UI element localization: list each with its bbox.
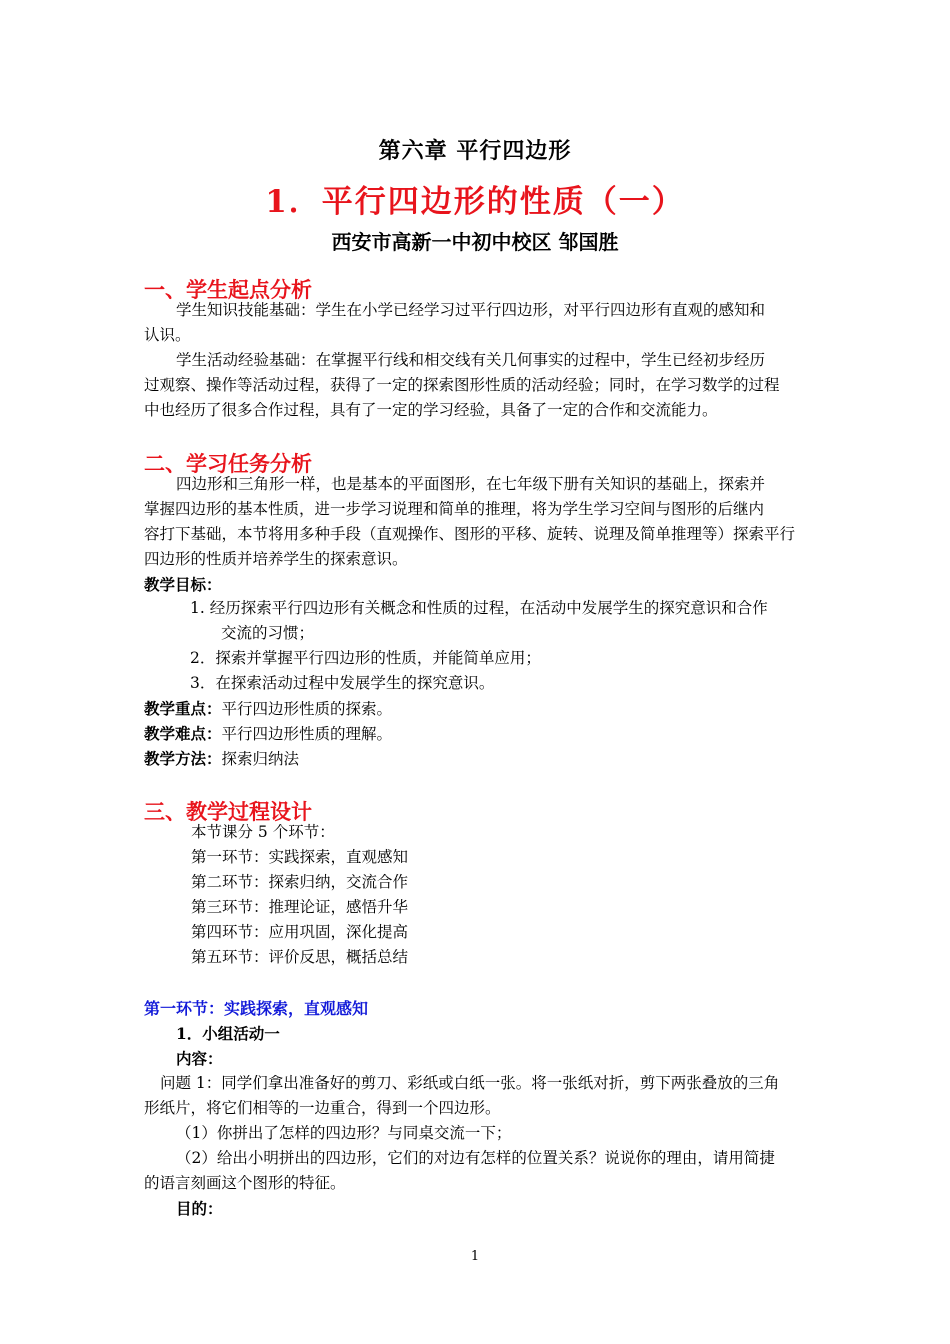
question-line: 问题 1：同学们拿出准备好的剪刀、彩纸或白纸一张。将一张纸对折，剪下两张叠放的三角 [160, 1074, 780, 1092]
difficulty-line [144, 721, 392, 747]
chapter-title: 第六章 平行四边形 [378, 138, 572, 164]
step-item: 第二环节：探索归纳，交流合作 [191, 873, 409, 891]
step-item: 第一环节：实践探索，直观感知 [191, 848, 409, 866]
paragraph-line: 容打下基础，本节将用多种手段（直观操作、图形的平移、旋转、说理及简单推理等）探索平行 [144, 525, 796, 543]
purpose-label: 目的： [176, 1199, 223, 1218]
step-item: 第三环节：推理论证，感悟升华 [191, 898, 409, 916]
content-label: 内容： [176, 1049, 223, 1068]
section-heading-1: 一、学生起点分析 [144, 277, 312, 302]
question-line: 形纸片，将它们相等的一边重合，得到一个四边形。 [144, 1099, 501, 1117]
lesson-title: 1．平行四边形的性质（一） [265, 184, 685, 220]
paragraph-line: 掌握四边形的基本性质，进一步学习说理和简单的推理，将为学生学习空间与图形的后继内 [144, 500, 765, 518]
key-point-text: 平行四边形性质的探索。 [221, 700, 393, 718]
page-number: 1 [470, 1249, 480, 1264]
paragraph-line: 学生知识技能基础：学生在小学已经学习过平行四边形，对平行四边形有直观的感知和 [176, 301, 766, 319]
paragraph-line: 四边形的性质并培养学生的探索意识。 [144, 550, 408, 568]
paragraph-line: 四边形和三角形一样，也是基本的平面图形，在七年级下册有关知识的基础上，探索并 [176, 475, 766, 493]
sub-question-1: （1）你拼出了怎样的四边形？与同桌交流一下； [176, 1124, 512, 1142]
method-label: 教学方法： [144, 749, 222, 768]
section-heading-3: 三、教学过程设计 [144, 799, 312, 824]
paragraph-line: 学生活动经验基础：在掌握平行线和相交线有关几何事实的过程中，学生已经初步经历 [176, 351, 766, 369]
paragraph-line: 认识。 [144, 326, 191, 344]
author-line: 西安市高新一中初中校区 邹国胜 [331, 230, 619, 254]
difficulty-text: 平行四边形性质的理解。 [221, 725, 393, 743]
step-item: 第五环节：评价反思，概括总结 [191, 948, 409, 966]
step-item: 第四环节：应用巩固，深化提高 [191, 923, 409, 941]
activity-title: 1．小组活动一 [176, 1024, 280, 1043]
teaching-goals-label: 教学目标： [144, 575, 222, 594]
goal-item-1-cont: 交流的习惯； [221, 624, 315, 642]
goal-item-3: 3．在探索活动过程中发展学生的探究意识。 [190, 674, 495, 692]
method-text: 探索归纳法 [221, 750, 300, 768]
key-point-line [144, 696, 392, 722]
method-line [144, 746, 299, 772]
goal-item-1: 1. 经历探索平行四边形有关概念和性质的过程，在活动中发展学生的探究意识和合作 [190, 599, 768, 617]
sub-question-2-cont: 的语言刻画这个图形的特征。 [144, 1174, 346, 1192]
part-heading: 第一环节：实践探索，直观感知 [144, 999, 369, 1018]
key-point-label: 教学重点： [144, 699, 222, 718]
sub-question-2: （2）给出小明拼出的四边形，它们的对边有怎样的位置关系？说说你的理由，请用简捷 [176, 1149, 775, 1167]
difficulty-label: 教学难点： [144, 724, 222, 743]
paragraph-line: 中也经历了很多合作过程，具有了一定的学习经验，具备了一定的合作和交流能力。 [144, 401, 718, 419]
section-heading-2: 二、学习任务分析 [144, 451, 312, 476]
steps-intro: 本节课分 5 个环节： [191, 823, 335, 841]
paragraph-line: 过观察、操作等活动过程，获得了一定的探索图形性质的活动经验；同时，在学习数学的过程 [144, 376, 780, 394]
goal-item-2: 2．探索并掌握平行四边形的性质，并能简单应用； [190, 649, 541, 667]
